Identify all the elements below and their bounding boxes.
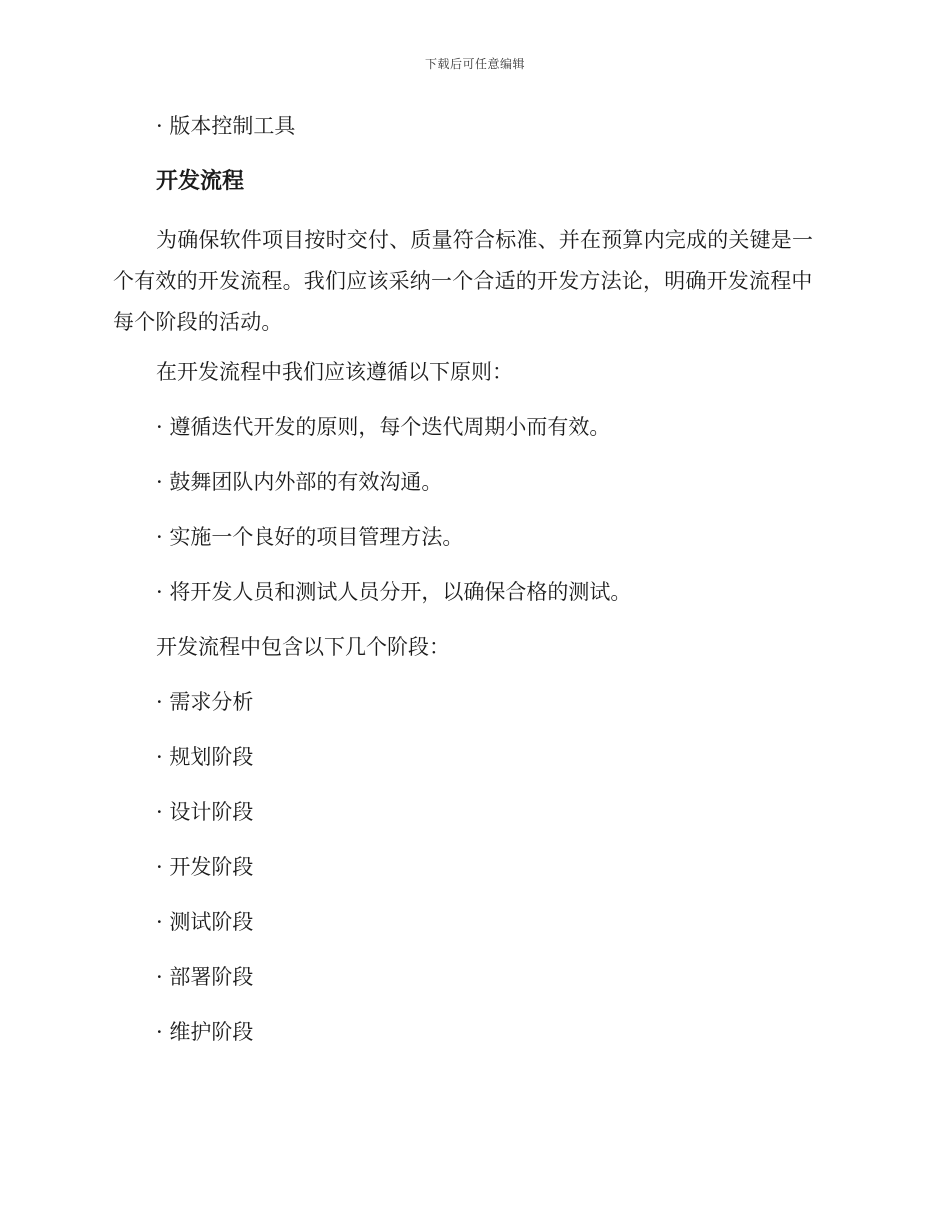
principle-item: · 将开发人员和测试人员分开，以确保合格的测试。 [156, 580, 632, 604]
document-body [113, 110, 833, 1071]
stage-item: · 设计阶段 [156, 800, 254, 824]
principles-intro: 在开发流程中我们应该遵循以下原则： [156, 360, 513, 384]
stages-intro: 开发流程中包含以下几个阶段： [156, 635, 450, 659]
stage-item: · 部署阶段 [156, 965, 254, 989]
stage-item: · 规划阶段 [156, 745, 254, 769]
principle-item: · 遵循迭代开发的原则，每个迭代周期小而有效。 [156, 415, 611, 439]
principle-item: · 实施一个良好的项目管理方法。 [156, 525, 464, 549]
section-heading: 开发流程 [156, 168, 245, 194]
stage-item: · 测试阶段 [156, 910, 254, 934]
page-header-note: 下载后可任意编辑 [424, 57, 525, 71]
body-paragraph: 为确保软件项目按时交付、质量符合标准、并在预算内完成的关键是一个有效的开发流程。我们应该采纳一个合适的开发方法论，明确开发流程中每个阶段的活动。 [113, 228, 814, 334]
stage-item: · 维护阶段 [156, 1020, 254, 1044]
principle-item: · 鼓舞团队内外部的有效沟通。 [156, 470, 443, 494]
list-item: · 版本控制工具 [156, 114, 296, 138]
stage-item: · 开发阶段 [156, 855, 254, 879]
stage-item: · 需求分析 [156, 690, 254, 714]
